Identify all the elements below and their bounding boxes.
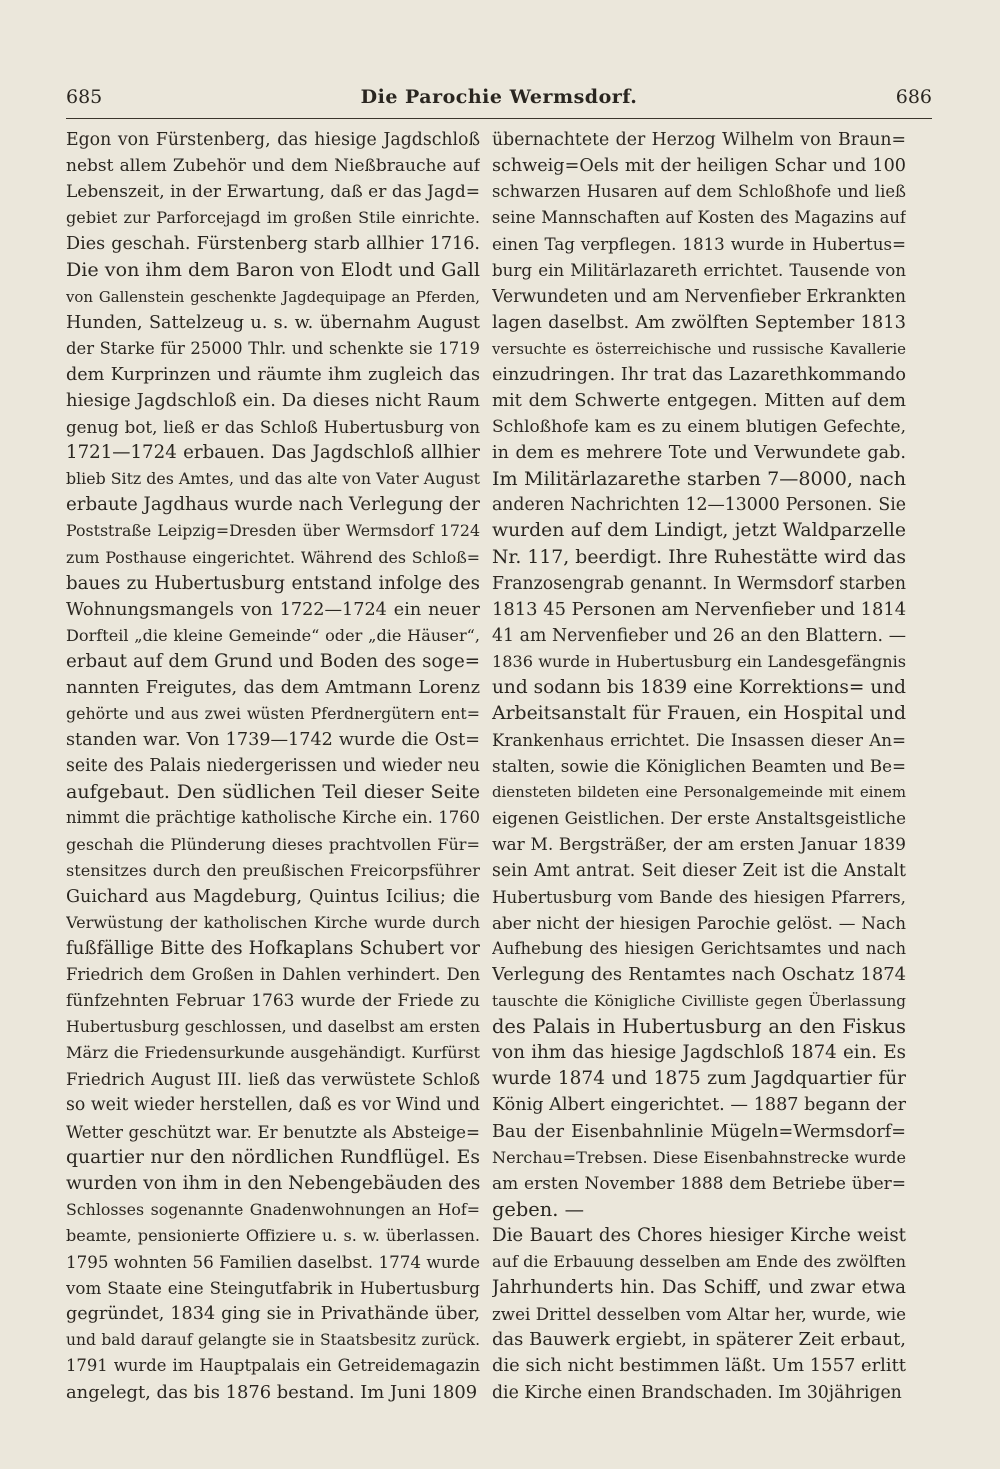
left-text-column xyxy=(66,127,480,1406)
text-line: fußfällige Bitte des Hofkaplans Schubert vor xyxy=(66,937,480,959)
text-line: 1721—1724 erbauen. Das Jagdschloß allhier xyxy=(66,442,480,464)
text-line: 1795 wohnten 56 Familien daselbst. 1774 wurde xyxy=(66,1252,480,1273)
text-line: Wohnungsmangels von 1722—1724 ein neuer xyxy=(66,599,480,620)
text-line: das Bauwerk ergiebt, in späterer Zeit erbaut, xyxy=(492,1329,906,1351)
text-line: Hubertusburg geschlossen, und daselbst am ersten xyxy=(66,1017,480,1037)
text-line: einzudringen. Ihr trat das Lazarethkommando xyxy=(492,364,906,385)
text-line: Guichard aus Magdeburg, Quintus Icilius; die xyxy=(66,886,480,907)
text-line: erbaute Jagdhaus wurde nach Verlegung der xyxy=(66,494,480,516)
text-line: Verlegung des Rentamtes nach Oschatz 1874 xyxy=(492,964,906,985)
text-line: war M. Bergsträßer, der am ersten Januar 1839 xyxy=(492,834,906,855)
text-line: fünfzehnten Februar 1763 wurde der Friede zu xyxy=(66,991,480,1012)
text-line: versuchte es österreichische und russische Kavallerie xyxy=(492,339,906,358)
text-line: standen war. Von 1739—1742 wurde die Ost= xyxy=(66,730,480,751)
text-line: wurden von ihm in den Nebengebäuden des xyxy=(66,1172,480,1194)
text-line: gegründet, 1834 ging sie in Privathände über, xyxy=(66,1304,480,1325)
text-line: Franzosengrab genannt. In Wermsdorf starben xyxy=(492,573,906,594)
text-line: aufgebaut. Den südlichen Teil dieser Seite xyxy=(66,780,480,804)
text-line: der Starke für 25000 Thlr. und schenkte sie 1719 xyxy=(66,338,480,358)
text-line: Schlosses sogenannte Gnadenwohnungen an Hof= xyxy=(66,1199,480,1219)
text-line: und sodann bis 1839 eine Korrektions= und xyxy=(492,676,906,698)
text-line: März die Friedensurkunde ausgehändigt. Kurfürst xyxy=(66,1043,480,1063)
text-line: von Gallenstein geschenkte Jagdequipage an Pferden, xyxy=(66,287,480,306)
text-line: die sich nicht bestimmen läßt. Um 1557 erlitt xyxy=(492,1355,906,1377)
text-line: Die von ihm dem Baron von Elodt und Gall xyxy=(66,258,480,282)
text-line: Dorfteil „die kleine Gemeinde“ oder „die Häuser“, xyxy=(66,625,480,645)
page-number-left: 685 xyxy=(66,86,103,108)
text-line: schweig=Oels mit der heiligen Schar und 100 xyxy=(492,156,906,177)
text-line: wurden auf dem Lindigt, jetzt Waldparzelle xyxy=(492,520,906,542)
text-line: Krankenhaus errichtet. Die Insassen dieser An= xyxy=(492,730,906,751)
header-rule xyxy=(66,118,932,119)
text-line: dem Kurprinzen und räumte ihm zugleich das xyxy=(66,364,480,385)
text-line: burg ein Militärlazareth errichtet. Tausende von xyxy=(492,260,906,281)
text-line: Hubertusburg vom Bande des hiesigen Pfarrers, xyxy=(492,886,906,907)
text-line: übernachtete der Herzog Wilhelm von Braun= xyxy=(492,130,906,150)
right-text-column xyxy=(492,127,906,1406)
text-line: 1813 45 Personen am Nervenfieber und 1814 xyxy=(492,598,906,620)
text-line: mit dem Schwerte entgegen. Mitten auf dem xyxy=(492,389,906,411)
text-line: am ersten November 1888 dem Betriebe über= xyxy=(492,1173,906,1194)
text-line: 1791 wurde im Hauptpalais ein Getreidemagazin xyxy=(66,1356,480,1376)
text-line: stensitzes durch den preußischen Freicorpsführer xyxy=(66,860,480,880)
text-line: vom Staate eine Steingutfabrik in Hubertusburg xyxy=(66,1278,480,1299)
page-number-right: 686 xyxy=(895,86,932,108)
text-line: stalten, sowie die Königlichen Beamten und Be= xyxy=(492,756,906,777)
text-line: und bald darauf gelangte sie in Staatsbesitz zurück. xyxy=(66,1331,480,1350)
text-line: gehörte und aus zwei wüsten Pferdnergütern ent= xyxy=(66,704,480,724)
page-header xyxy=(66,86,932,116)
text-line: eigenen Geistlichen. Der erste Anstaltsgeistliche xyxy=(492,808,906,829)
text-line: blieb Sitz des Amtes, und das alte von Vater August xyxy=(66,469,480,489)
text-line: Hunden, Sattelzeug u. s. w. übernahm August xyxy=(66,312,480,333)
text-line: anderen Nachrichten 12—13000 Personen. Sie xyxy=(492,495,906,516)
text-line: 1836 wurde in Hubertusburg ein Landesgefängnis xyxy=(492,651,906,671)
text-line: Schloßhofe kam es zu einem blutigen Gefechte, xyxy=(492,417,906,438)
text-line: Aufhebung des hiesigen Gerichtsamtes und nach xyxy=(492,938,906,958)
text-line: nebst allem Zubehör und dem Nießbrauche auf xyxy=(66,156,480,177)
text-line: einen Tag verpflegen. 1813 wurde in Hubertus= xyxy=(492,234,906,255)
text-line: von ihm das hiesige Jagdschloß 1874 ein. Es xyxy=(492,1042,906,1064)
text-line: erbaut auf dem Grund und Boden des soge= xyxy=(66,650,480,672)
text-line: genug bot, ließ er das Schloß Hubertusburg von xyxy=(66,417,480,438)
text-line: Verwundeten und am Nervenfieber Erkrankten xyxy=(492,286,906,307)
text-line: Nerchau=Trebsen. Diese Eisenbahnstrecke wurde xyxy=(492,1147,906,1167)
text-line: Im Militärlazarethe starben 7—8000, nach xyxy=(492,467,906,491)
text-line: geschah die Plünderung dieses prachtvollen Für= xyxy=(66,834,480,854)
text-line: Verwüstung der katholischen Kirche wurde durch xyxy=(66,912,480,932)
text-line: die Kirche einen Brandschaden. Im 30jährigen xyxy=(492,1382,902,1403)
text-line: baues zu Hubertusburg entstand infolge des xyxy=(66,572,480,594)
text-line: schwarzen Husaren auf dem Schloßhofe und ließ xyxy=(492,182,906,202)
text-line: nannten Freigutes, das dem Amtmann Lorenz xyxy=(66,677,480,698)
text-line: diensteten bildeten eine Personalgemeinde mit einem xyxy=(492,783,906,802)
text-line: Friedrich August III. ließ das verwüstete Schloß xyxy=(66,1069,480,1090)
text-line: Arbeitsanstalt für Frauen, ein Hospital und xyxy=(492,703,906,725)
text-line: Die Bauart des Chores hiesiger Kirche weist xyxy=(492,1224,906,1246)
text-line: Lebenszeit, in der Erwartung, daß er das Jagd= xyxy=(66,182,480,203)
text-line: aber nicht der hiesigen Parochie gelöst. — Nach xyxy=(492,912,906,933)
text-line: Bau der Eisenbahnlinie Mügeln=Wermsdorf= xyxy=(492,1121,906,1142)
text-line: Jahrhunderts hin. Das Schiff, und zwar etwa xyxy=(492,1277,906,1299)
text-line: tauschte die Königliche Civilliste gegen Überlassung xyxy=(492,992,906,1011)
running-title: Die Parochie Wermsdorf. xyxy=(360,86,638,108)
text-line: lagen daselbst. Am zwölften September 1813 xyxy=(492,311,906,333)
text-line: 41 am Nervenfieber und 26 an den Blattern. — xyxy=(492,625,906,646)
text-line: König Albert eingerichtet. — 1887 begann der xyxy=(492,1095,906,1116)
text-line: des Palais in Hubertusburg an den Fiskus xyxy=(492,1015,906,1039)
text-line: zwei Drittel desselben vom Altar her, wurde, wie xyxy=(492,1304,906,1325)
text-line: Egon von Fürstenberg, das hiesige Jagdschloß xyxy=(66,130,480,150)
text-line: nimmt die prächtige katholische Kirche ein. 1760 xyxy=(66,808,480,828)
text-line: quartier nur den nördlichen Rundflügel. Es xyxy=(66,1146,480,1168)
text-line: gebiet zur Parforcejagd im großen Stile einrichte. xyxy=(66,208,480,228)
text-line: geben. — xyxy=(492,1197,584,1221)
text-line: Dies geschah. Fürstenberg starb allhier 1716. xyxy=(66,234,480,255)
text-line: seine Mannschaften auf Kosten des Magazins auf xyxy=(492,208,906,228)
text-line: seite des Palais niedergerissen und wieder neu xyxy=(66,756,480,777)
text-line: angelegt, das bis 1876 bestand. Im Juni 1809 xyxy=(66,1381,478,1403)
text-line: zum Posthause eingerichtet. Während des Schloß= xyxy=(66,547,480,567)
text-line: Poststraße Leipzig=Dresden über Wermsdorf 1724 xyxy=(66,521,480,541)
text-line: so weit wieder herstellen, daß es vor Wind und xyxy=(66,1095,480,1116)
text-line: hiesige Jagdschloß ein. Da dieses nicht Raum xyxy=(66,389,480,411)
text-line: in dem es mehrere Tote und Verwundete gab. xyxy=(492,443,906,464)
text-line: Friedrich dem Großen in Dahlen verhindert. Den xyxy=(66,965,480,984)
text-line: Nr. 117, beerdigt. Ihre Ruhestätte wird das xyxy=(492,546,906,568)
text-line: auf die Erbauung desselben am Ende des zwölften xyxy=(492,1252,906,1272)
text-line: sein Amt antrat. Seit dieser Zeit ist die Anstalt xyxy=(492,860,906,881)
text-line: Wetter geschützt war. Er benutzte als Absteige= xyxy=(66,1121,480,1142)
text-line: beamte, pensionierte Offiziere u. s. w. überlassen. xyxy=(66,1225,480,1245)
text-line: wurde 1874 und 1875 zum Jagdquartier für xyxy=(492,1068,906,1090)
